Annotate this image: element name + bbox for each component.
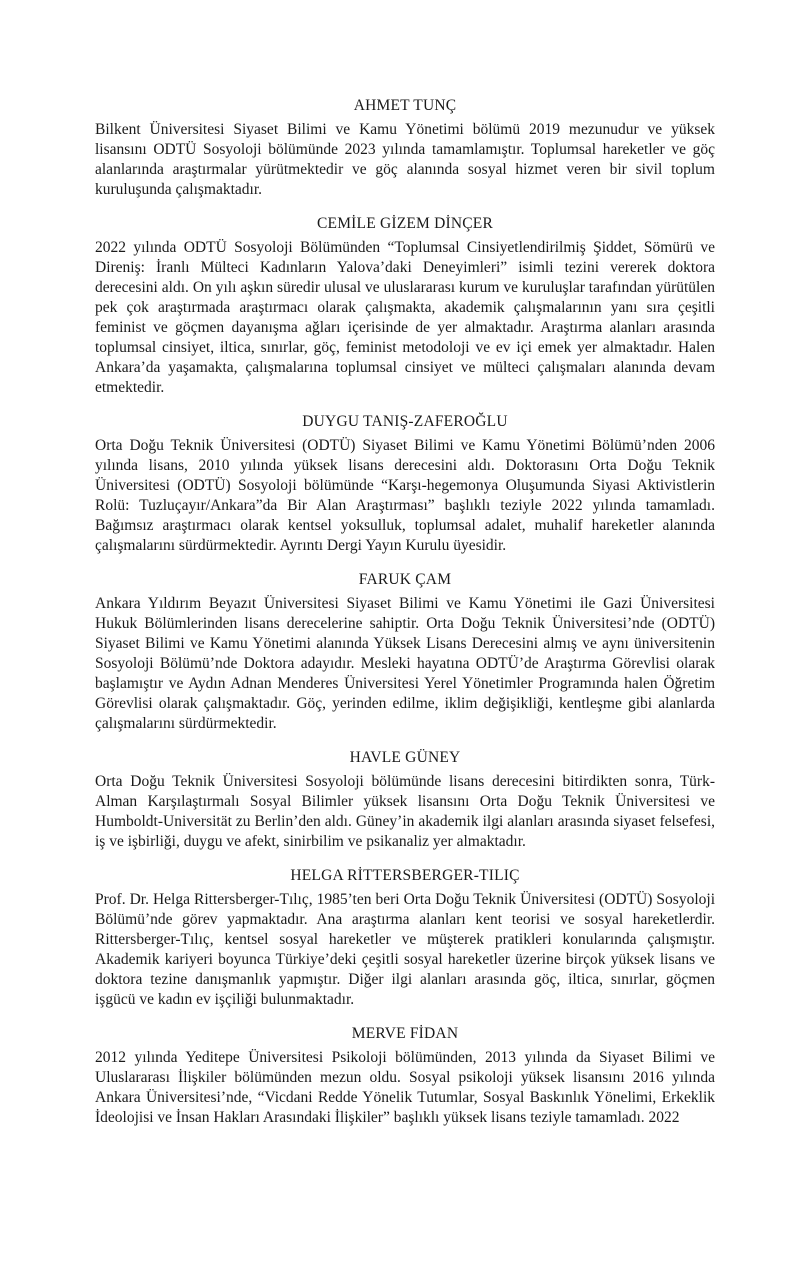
contributor-entry	[95, 412, 715, 556]
contributor-name: DUYGU TANIŞ-ZAFEROĞLU	[302, 413, 508, 430]
contributor-entry	[95, 214, 715, 398]
contributor-name: CEMİLE GİZEM DİNÇER	[316, 215, 493, 232]
contributor-entry	[95, 1024, 715, 1128]
contributor-name: MERVE FİDAN	[351, 1025, 459, 1042]
contributor-entry	[95, 570, 715, 734]
contributor-entry	[95, 866, 715, 1010]
contributor-bio: Orta Doğu Teknik Üniversitesi (ODTÜ) Siyaset Bilimi ve Kamu Yönetimi Bölümü’nden 2006 yılında lisans, 2010 yılında yüksek lisans derecesini aldı. Doktorasını Orta Doğu Teknik Üniversitesi (ODTÜ) Sosyoloji bölümünde “Karşı-hegemonya Oluşumunda Siyasi Aktivistlerin Rolü: Tuzluçayır/Ankara”da Bir Alan Araştırması” başlıklı teziyle 2022 yılında tamamladı. Bağımsız araştırmacı olarak kentsel yoksulluk, toplumsal adalet, muhalif hareketler alanında çalışmalarını sürdürmektedir. Ayrıntı Dergi Yayın Kurulu üyesidir.	[95, 437, 715, 554]
contributors-page	[95, 96, 715, 1142]
contributor-bio: Prof. Dr. Helga Rittersberger-Tılıç, 1985’ten beri Orta Doğu Teknik Üniversitesi (ODTÜ) Sosyoloji Bölümü’nde görev yapmaktadır. Ana araştırma alanları kent teorisi ve sosyal hareketlerdir. Rittersberger-Tılıç, kentsel sosyal hareketler ve müşterek pratikleri konularında çalışmıştır. Akademik kariyeri boyunca Türkiye’deki çeşitli sosyal hareketler üzerine birçok yüksek lisans ve doktora tezine danışmanlık yapmıştır. Diğer ilgi alanları arasında göç, iltica, sınırlar, göçmen işgücü ve kadın ev işçiliği bulunmaktadır.	[95, 891, 715, 1008]
contributor-bio: 2022 yılında ODTÜ Sosyoloji Bölümünden “Toplumsal Cinsiyetlendirilmiş Şiddet, Sömürü ve Direniş: İranlı Mülteci Kadınların Yalova’daki Deneyimleri” isimli tezini vererek doktora derecesini aldı. On yılı aşkın süredir ulusal ve uluslararası kurum ve kuruluşlar tarafından yürütülen pek çok araştırmada araştırmacı olarak çalışmakta, akademik çalışmalarının yanı sıra çeşitli feminist ve göçmen dayanışma ağları içerisinde de yer almaktadır. Araştırma alanları arasında toplumsal cinsiyet, iltica, sınırlar, göç, feminist metodoloji ve ev içi emek yer almaktadır. Halen Ankara’da yaşamakta, çalışmalarına toplumsal cinsiyet ve mülteci çalışmaları alanında devam etmektedir.	[95, 239, 715, 396]
contributor-name: AHMET TUNÇ	[353, 97, 457, 114]
contributor-entry	[95, 748, 715, 852]
contributor-name: HAVLE GÜNEY	[349, 749, 461, 766]
contributor-entry	[95, 96, 715, 200]
contributor-name: FARUK ÇAM	[358, 571, 452, 588]
contributor-bio: Ankara Yıldırım Beyazıt Üniversitesi Siyaset Bilimi ve Kamu Yönetimi ile Gazi Üniversitesi Hukuk Bölümlerinden lisans derecelerine sahiptir. Orta Doğu Teknik Üniversitesi’nde (ODTÜ) Siyaset Bilimi ve Kamu Yönetimi alanında Yüksek Lisans Derecesini almış ve aynı üniversitenin Sosyoloji Bölümü’nde Doktora adayıdır. Mesleki hayatına ODTÜ’de Araştırma Görevlisi olarak başlamıştır ve Aydın Adnan Menderes Üniversitesi Yerel Yönetimler Programında halen Öğretim Görevlisi olarak çalışmaktadır. Göç, yerinden edilme, iklim değişikliği, kentleşme gibi alanlarda çalışmalarını sürdürmektedir.	[95, 595, 715, 732]
contributor-bio: Bilkent Üniversitesi Siyaset Bilimi ve Kamu Yönetimi bölümü 2019 mezunudur ve yüksek lisansını ODTÜ Sosyoloji bölümünde 2023 yılında tamamlamıştır. Toplumsal hareketler ve göç alanlarında araştırmalar yürütmektedir ve göç alanında sosyal hizmet veren bir sivil toplum kuruluşunda çalışmaktadır.	[95, 121, 715, 198]
contributor-bio: 2012 yılında Yeditepe Üniversitesi Psikoloji bölümünden, 2013 yılında da Siyaset Bilimi ve Uluslararası İlişkiler bölümünden mezun oldu. Sosyal psikoloji yüksek lisansını 2016 yılında Ankara Üniversitesi’nde, “Vicdani Redde Yönelik Tutumlar, Sosyal Baskınlık Yönelimi, Erkeklik İdeolojisi ve İnsan Hakları Arasındaki İlişkiler” başlıklı yüksek lisans teziyle tamamladı. 2022	[95, 1049, 715, 1126]
contributor-name: HELGA RİTTERSBERGER-TILIÇ	[290, 867, 520, 884]
contributor-bio: Orta Doğu Teknik Üniversitesi Sosyoloji bölümünde lisans derecesini bitirdikten sonra, Türk-Alman Karşılaştırmalı Sosyal Bilimler yüksek lisansını Orta Doğu Teknik Üniversitesi ve Humboldt-Universität zu Berlin’den aldı. Güney’in akademik ilgi alanları arasında siyaset felsefesi, iş ve işbirliği, duygu ve afekt, sinirbilim ve psikanaliz yer almaktadır.	[95, 773, 715, 850]
